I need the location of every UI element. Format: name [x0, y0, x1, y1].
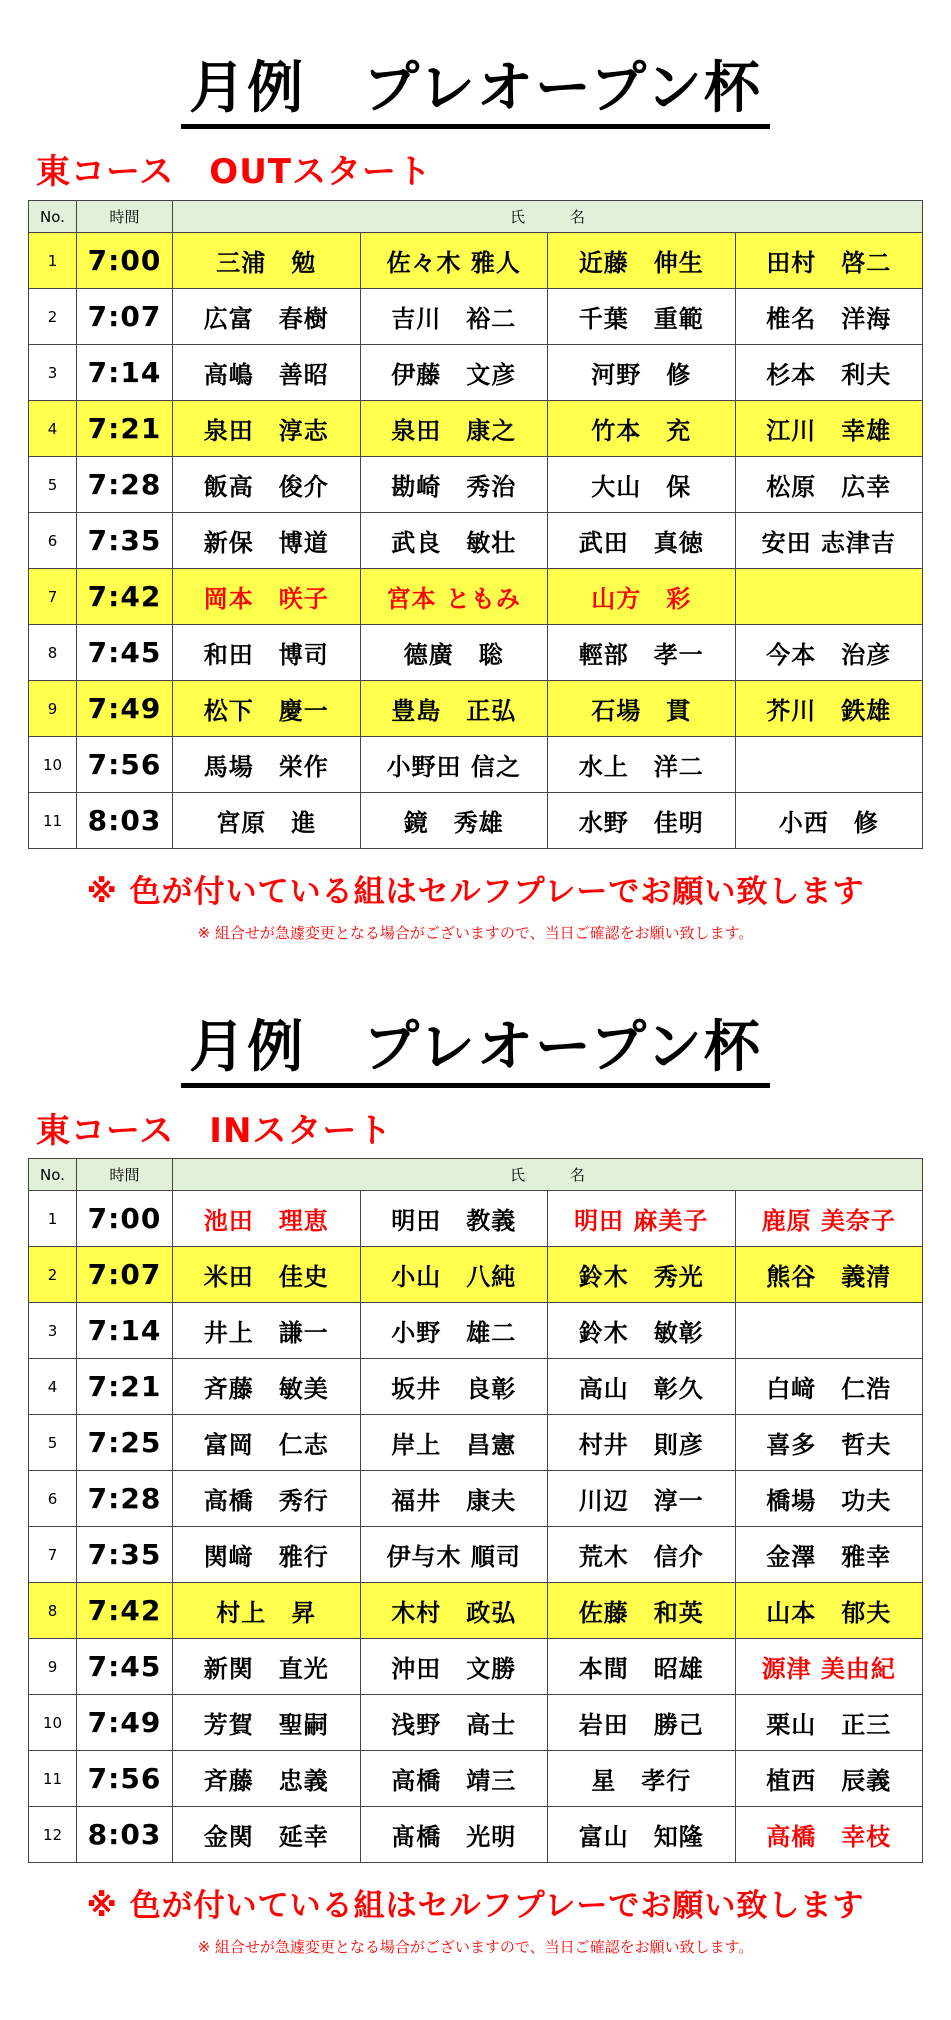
- group-number: 11: [29, 1751, 77, 1807]
- group-number: 6: [29, 1471, 77, 1527]
- player-name: 富岡 仁志: [173, 1415, 361, 1471]
- group-number: 7: [29, 1527, 77, 1583]
- player-name: 富山 知隆: [548, 1807, 736, 1863]
- table-row: [29, 401, 923, 457]
- table-row: [29, 1807, 923, 1863]
- player-name: 栗山 正三: [735, 1695, 923, 1751]
- player-name: 武田 真徳: [548, 513, 736, 569]
- player-name: 岩田 勝己: [548, 1695, 736, 1751]
- tee-time: 7:56: [77, 1751, 173, 1807]
- player-name: 明田 麻美子: [548, 1191, 736, 1247]
- table-header-row: [29, 1159, 923, 1191]
- table-row: [29, 1695, 923, 1751]
- player-name: 佐藤 和英: [548, 1583, 736, 1639]
- table-row: [29, 1359, 923, 1415]
- player-name: 今本 治彦: [735, 625, 923, 681]
- player-name: 飯高 俊介: [173, 457, 361, 513]
- group-number: 3: [29, 345, 77, 401]
- group-number: 11: [29, 793, 77, 849]
- page-title: 月例 プレオープン杯: [181, 54, 770, 129]
- tee-time: 7:49: [77, 1695, 173, 1751]
- player-name: 関﨑 雅行: [173, 1527, 361, 1583]
- table-row: [29, 625, 923, 681]
- player-name: 岡本 咲子: [173, 569, 361, 625]
- group-number: 9: [29, 1639, 77, 1695]
- player-name: 荒木 信介: [548, 1527, 736, 1583]
- player-name: 和田 博司: [173, 625, 361, 681]
- player-name: 髙橋 光明: [360, 1807, 548, 1863]
- table-body: [29, 233, 923, 849]
- group-number: 1: [29, 1191, 77, 1247]
- player-name: 輕部 孝一: [548, 625, 736, 681]
- group-number: 5: [29, 457, 77, 513]
- player-name: 德廣 聡: [360, 625, 548, 681]
- player-name: [735, 737, 923, 793]
- group-number: 9: [29, 681, 77, 737]
- header-name: 氏 名: [173, 1159, 923, 1191]
- tee-time: 7:45: [77, 625, 173, 681]
- player-name: 安田 志津吉: [735, 513, 923, 569]
- player-name: 川辺 淳一: [548, 1471, 736, 1527]
- player-name: 明田 教義: [360, 1191, 548, 1247]
- player-name: 竹本 充: [548, 401, 736, 457]
- table-row: [29, 737, 923, 793]
- player-name: 植西 辰義: [735, 1751, 923, 1807]
- player-name: 福井 康夫: [360, 1471, 548, 1527]
- player-name: 高橋 靖三: [360, 1751, 548, 1807]
- table-row: [29, 233, 923, 289]
- table-row: [29, 289, 923, 345]
- player-name: 広富 春樹: [173, 289, 361, 345]
- player-name: 岸上 昌憲: [360, 1415, 548, 1471]
- player-name: 木村 政弘: [360, 1583, 548, 1639]
- player-name: 白﨑 仁浩: [735, 1359, 923, 1415]
- player-name: 斉藤 忠義: [173, 1751, 361, 1807]
- player-name: 新関 直光: [173, 1639, 361, 1695]
- player-name: 江川 幸雄: [735, 401, 923, 457]
- player-name: 松下 慶一: [173, 681, 361, 737]
- player-name: 橋場 功夫: [735, 1471, 923, 1527]
- header-time: 時間: [77, 201, 173, 233]
- player-name: 鏡 秀雄: [360, 793, 548, 849]
- tee-time: 7:42: [77, 569, 173, 625]
- pairing-table: [28, 1158, 923, 1863]
- tee-time: 7:14: [77, 1303, 173, 1359]
- player-name: 伊藤 文彦: [360, 345, 548, 401]
- player-name: 杉本 利夫: [735, 345, 923, 401]
- player-name: 宮原 進: [173, 793, 361, 849]
- tee-time: 7:28: [77, 1471, 173, 1527]
- player-name: 芥川 鉄雄: [735, 681, 923, 737]
- pairing-table: [28, 200, 923, 849]
- player-name: 泉田 淳志: [173, 401, 361, 457]
- group-number: 1: [29, 233, 77, 289]
- player-name: 佐々木 雅人: [360, 233, 548, 289]
- tee-time: 8:03: [77, 1807, 173, 1863]
- player-name: 伊与木 順司: [360, 1527, 548, 1583]
- change-note: ※ 組合せが急遽変更となる場合がございますので、当日ご確認をお願い致します。: [197, 924, 754, 942]
- player-name: 石場 貫: [548, 681, 736, 737]
- change-note: ※ 組合せが急遽変更となる場合がございますので、当日ご確認をお願い致します。: [197, 1938, 754, 1956]
- player-name: 金澤 雅幸: [735, 1527, 923, 1583]
- tee-time: 7:45: [77, 1639, 173, 1695]
- player-name: 高橋 秀行: [173, 1471, 361, 1527]
- player-name: 熊谷 義清: [735, 1247, 923, 1303]
- group-number: 2: [29, 289, 77, 345]
- player-name: 沖田 文勝: [360, 1639, 548, 1695]
- self-play-notice: ※ 色が付いている組はセルフプレーでお願い致します: [86, 874, 865, 910]
- player-name: 鈴木 秀光: [548, 1247, 736, 1303]
- header-no: No.: [29, 1159, 77, 1191]
- player-name: 勘崎 秀治: [360, 457, 548, 513]
- group-number: 4: [29, 401, 77, 457]
- course-label: 東コース OUTスタート: [36, 152, 433, 192]
- tee-time: 7:00: [77, 1191, 173, 1247]
- table-row: [29, 457, 923, 513]
- player-name: [735, 1303, 923, 1359]
- table-row: [29, 1471, 923, 1527]
- table-body: [29, 1191, 923, 1863]
- table-row: [29, 1247, 923, 1303]
- player-name: 馬場 栄作: [173, 737, 361, 793]
- header-no: No.: [29, 201, 77, 233]
- tee-time: 8:03: [77, 793, 173, 849]
- player-name: [735, 569, 923, 625]
- table-row: [29, 1751, 923, 1807]
- tee-time: 7:42: [77, 1583, 173, 1639]
- header-time: 時間: [77, 1159, 173, 1191]
- tee-time: 7:49: [77, 681, 173, 737]
- player-name: 井上 謙一: [173, 1303, 361, 1359]
- tee-time: 7:00: [77, 233, 173, 289]
- group-number: 8: [29, 1583, 77, 1639]
- player-name: 金関 延幸: [173, 1807, 361, 1863]
- player-name: 村井 則彦: [548, 1415, 736, 1471]
- header-name: 氏 名: [173, 201, 923, 233]
- table-row: [29, 1191, 923, 1247]
- tee-time: 7:07: [77, 289, 173, 345]
- tee-time: 7:56: [77, 737, 173, 793]
- player-name: 斉藤 敏美: [173, 1359, 361, 1415]
- player-name: 村上 昇: [173, 1583, 361, 1639]
- player-name: 高橋 幸枝: [735, 1807, 923, 1863]
- group-number: 12: [29, 1807, 77, 1863]
- player-name: 水野 佳明: [548, 793, 736, 849]
- player-name: 米田 佳史: [173, 1247, 361, 1303]
- player-name: 星 孝行: [548, 1751, 736, 1807]
- player-name: 鹿原 美奈子: [735, 1191, 923, 1247]
- player-name: 宮本 ともみ: [360, 569, 548, 625]
- group-number: 3: [29, 1303, 77, 1359]
- table-row: [29, 1527, 923, 1583]
- table-row: [29, 345, 923, 401]
- player-name: 本間 昭雄: [548, 1639, 736, 1695]
- player-name: 高山 彰久: [548, 1359, 736, 1415]
- player-name: 小野田 信之: [360, 737, 548, 793]
- group-number: 6: [29, 513, 77, 569]
- player-name: 椎名 洋海: [735, 289, 923, 345]
- player-name: 吉川 裕二: [360, 289, 548, 345]
- player-name: 泉田 康之: [360, 401, 548, 457]
- table-row: [29, 513, 923, 569]
- table-row: [29, 1583, 923, 1639]
- course-label: 東コース INスタート: [36, 1111, 393, 1151]
- table-header-row: [29, 201, 923, 233]
- player-name: 河野 修: [548, 345, 736, 401]
- tee-time: 7:21: [77, 401, 173, 457]
- player-name: 大山 保: [548, 457, 736, 513]
- player-name: 新保 博道: [173, 513, 361, 569]
- player-name: 芳賀 聖嗣: [173, 1695, 361, 1751]
- player-name: 喜多 哲夫: [735, 1415, 923, 1471]
- self-play-notice: ※ 色が付いている組はセルフプレーでお願い致します: [86, 1888, 865, 1924]
- group-number: 8: [29, 625, 77, 681]
- player-name: 武良 敏壮: [360, 513, 548, 569]
- group-number: 7: [29, 569, 77, 625]
- player-name: 山本 郁夫: [735, 1583, 923, 1639]
- player-name: 小野 雄二: [360, 1303, 548, 1359]
- table-row: [29, 1303, 923, 1359]
- tee-time: 7:35: [77, 1527, 173, 1583]
- player-name: 千葉 重範: [548, 289, 736, 345]
- player-name: 小西 修: [735, 793, 923, 849]
- player-name: 池田 理恵: [173, 1191, 361, 1247]
- player-name: 源津 美由紀: [735, 1639, 923, 1695]
- tee-time: 7:35: [77, 513, 173, 569]
- player-name: 田村 啓二: [735, 233, 923, 289]
- table-row: [29, 569, 923, 625]
- player-name: 浅野 高士: [360, 1695, 548, 1751]
- group-number: 5: [29, 1415, 77, 1471]
- page-title: 月例 プレオープン杯: [181, 1013, 770, 1088]
- group-number: 2: [29, 1247, 77, 1303]
- group-number: 10: [29, 737, 77, 793]
- player-name: 近藤 伸生: [548, 233, 736, 289]
- player-name: 水上 洋二: [548, 737, 736, 793]
- tee-time: 7:07: [77, 1247, 173, 1303]
- table-row: [29, 1415, 923, 1471]
- group-number: 4: [29, 1359, 77, 1415]
- tee-time: 7:21: [77, 1359, 173, 1415]
- player-name: 鈴木 敏彰: [548, 1303, 736, 1359]
- player-name: 高嶋 善昭: [173, 345, 361, 401]
- table-row: [29, 793, 923, 849]
- player-name: 三浦 勉: [173, 233, 361, 289]
- player-name: 松原 広幸: [735, 457, 923, 513]
- tee-time: 7:25: [77, 1415, 173, 1471]
- player-name: 小山 八純: [360, 1247, 548, 1303]
- player-name: 坂井 良彰: [360, 1359, 548, 1415]
- tee-time: 7:14: [77, 345, 173, 401]
- table-row: [29, 1639, 923, 1695]
- group-number: 10: [29, 1695, 77, 1751]
- table-row: [29, 681, 923, 737]
- tee-time: 7:28: [77, 457, 173, 513]
- player-name: 豊島 正弘: [360, 681, 548, 737]
- player-name: 山方 彩: [548, 569, 736, 625]
